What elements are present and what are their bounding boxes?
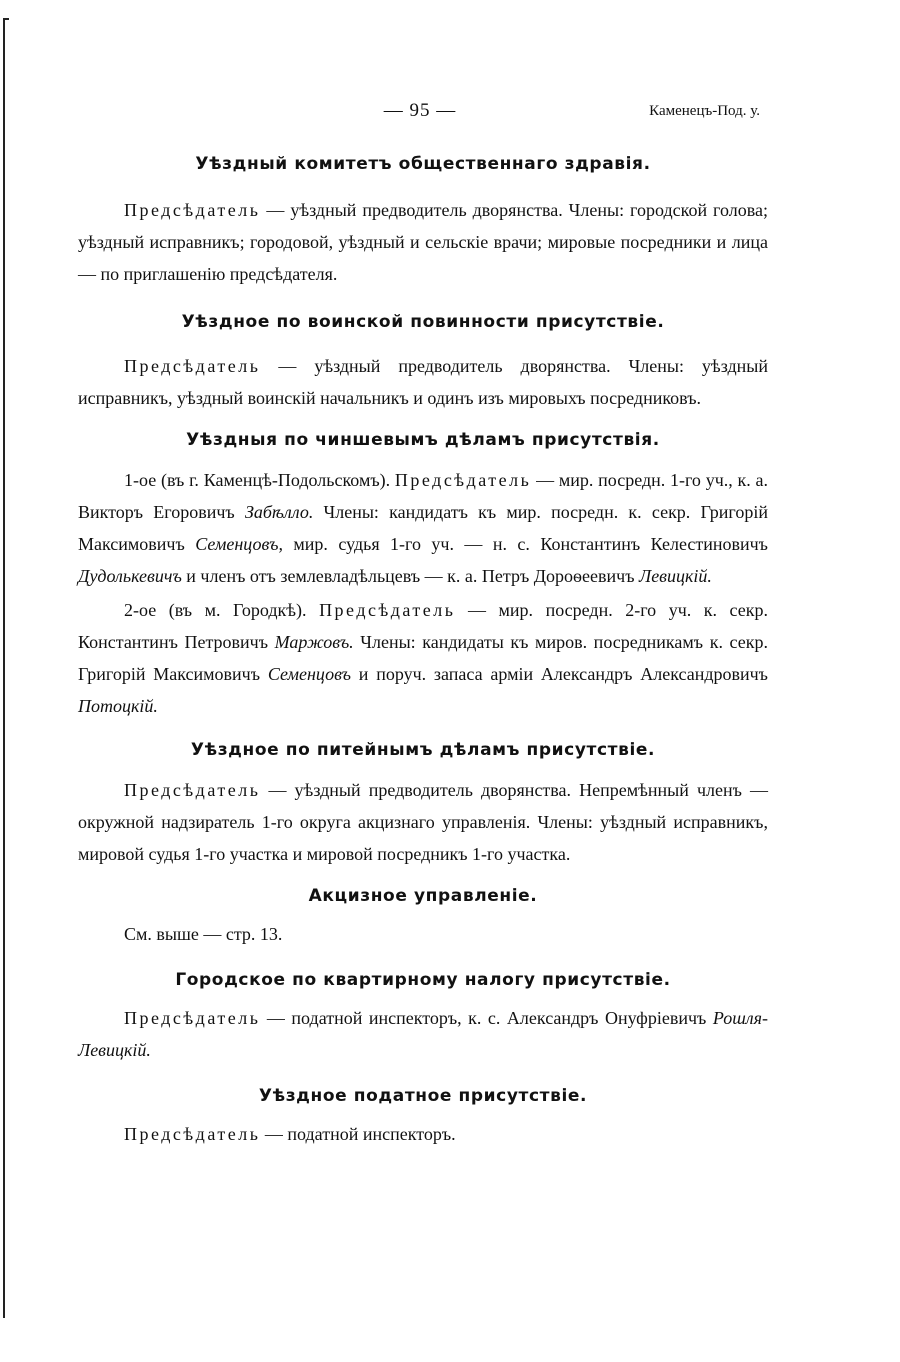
section-paragraph [78, 594, 768, 722]
section-paragraph [78, 350, 768, 414]
person-surname: Потоцкій. [78, 696, 158, 716]
paragraph-text: См. выше — стр. 13. [124, 924, 283, 944]
paragraph-text: Члены: кандидаты къ миров. посредникамъ к. секр. Григорій Максимовичъ [78, 632, 768, 684]
chairman-label: Предсѣдатель [124, 356, 261, 376]
paragraph-text: — уѣздный предводитель дворянства. Члены: уѣздный исправникъ, уѣздный воинскій начальникъ и одинъ изъ мировыхъ посредниковъ. [78, 356, 768, 408]
section-paragraph [78, 464, 768, 592]
chairman-label: Предсѣдатель [319, 600, 456, 620]
page-body [78, 154, 768, 1150]
person-surname: Рошля-Левицкій. [78, 1008, 768, 1060]
paragraph-text: мир. судья 1-го уч. — н. с. Константинъ Келестиновичъ [282, 534, 768, 554]
paragraph-text: — мир. посредн. 1-го уч., к. а. Викторъ Егоровичъ [78, 470, 769, 522]
section-paragraph [78, 194, 768, 290]
section-heading: Уѣздное податное присутствіе. [258, 1086, 588, 1106]
chairman-label: Предсѣдатель [124, 780, 261, 800]
chairman-label: Предсѣдатель [124, 1124, 261, 1144]
section-heading: Акцизное управленіе. [308, 886, 538, 906]
paragraph-text: — податной инспекторъ. [260, 1124, 456, 1144]
chairman-label: Предсѣдатель [124, 200, 261, 220]
paragraph-text: — уѣздный предводитель дворянства. Члены: городской голова; уѣздный исправникъ; городовой, уѣздный и сельскіе врачи; мировые посредники и лица — по приглашенію предсѣдателя. [78, 200, 768, 284]
paragraph-text: и членъ отъ землевладѣльцевъ — к. а. Петръ Дороѳеевичъ [181, 566, 639, 586]
running-head: Каменецъ-Под. у. [649, 103, 760, 119]
paragraph-text: — уѣздный предводитель дворянства. Непремѣнный членъ — окружной надзиратель 1-го округа акцизнаго управленія. Члены: уѣздный исправникъ, мировой судья 1-го участка и мировой посредникъ 1-го участка. [78, 780, 768, 864]
section-paragraph [78, 918, 768, 950]
section-heading: Уѣздное по питейнымъ дѣламъ присутствіе. [190, 740, 656, 760]
person-surname: Дудолькевичъ [78, 566, 182, 586]
paragraph-text: 1-ое (въ г. Каменцѣ-Подольскомъ). [124, 470, 395, 490]
binding-edge-tick [5, 18, 9, 20]
chairman-label: Предсѣдатель [394, 470, 532, 490]
person-surname: Забѣлло. [244, 502, 314, 522]
person-surname: Левицкій. [639, 566, 712, 586]
section-heading: Уѣздное по воинской повинности присутствіе. [181, 312, 665, 332]
section-heading: Уѣздныя по чиншевымъ дѣламъ присутствія. [186, 430, 660, 450]
paragraph-text: — податной инспекторъ, к. с. Александръ Онуфріевичъ [260, 1008, 713, 1028]
section-paragraph [78, 1118, 768, 1150]
section-paragraph [78, 1002, 768, 1066]
section-heading: Городское по квартирному налогу присутствіе. [175, 970, 671, 990]
section-paragraph [78, 774, 768, 870]
page-number: — 95 — [383, 100, 457, 121]
paragraph-text: — мир. посредн. 2-го уч. к. секр. Константинъ Петровичъ [78, 600, 768, 652]
paragraph-text: Члены: кандидатъ къ мир. посредн. к. секр. Григорій Максимовичъ [78, 502, 768, 554]
paragraph-text: 2-ое (въ м. Городкѣ). [124, 600, 320, 620]
binding-edge-line [3, 18, 5, 1318]
section-heading: Уѣздный комитетъ общественнаго здравія. [195, 154, 651, 174]
chairman-label: Предсѣдатель [124, 1008, 261, 1028]
person-surname: Семенцовъ [267, 664, 352, 684]
person-surname: Семенцовъ, [195, 534, 283, 554]
paragraph-text: и поруч. запаса арміи Александръ Александровичъ [351, 664, 768, 684]
person-surname: Маржовъ. [274, 632, 354, 652]
